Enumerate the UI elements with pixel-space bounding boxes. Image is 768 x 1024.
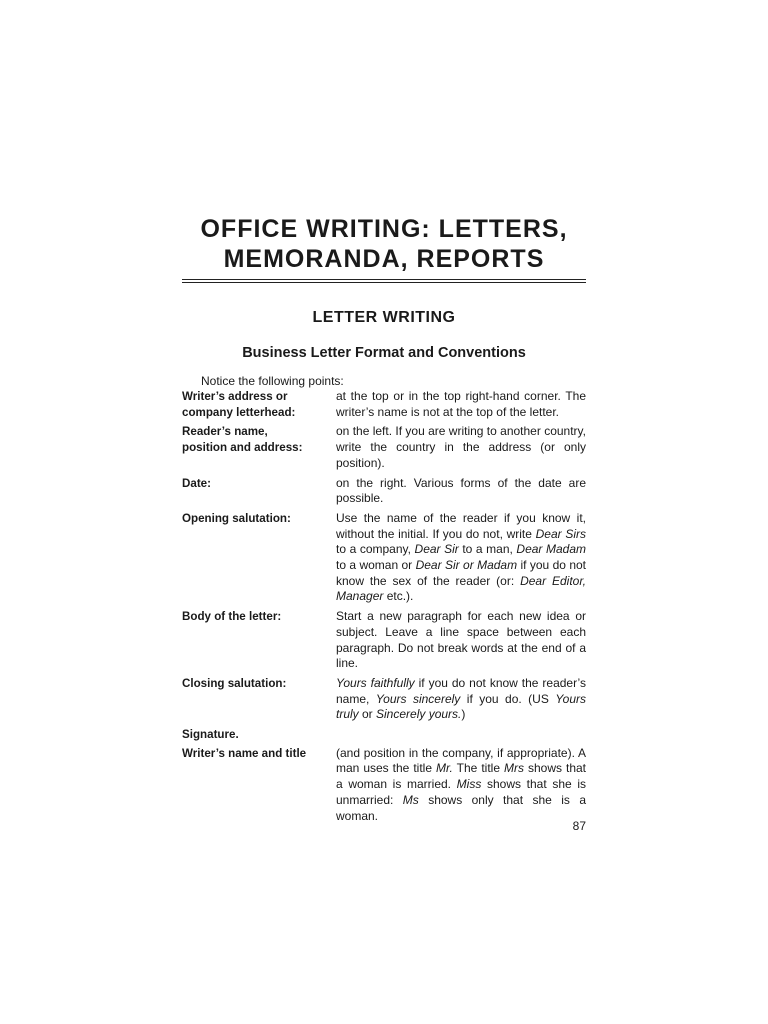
chapter-title-line2: MEMORANDA, REPORTS xyxy=(223,245,545,273)
text-run: shows that a woman is married. xyxy=(336,761,587,792)
italic-text: Dear Sir or Madam xyxy=(415,558,518,573)
italic-text: Mr. xyxy=(436,761,453,776)
point-term-line: Reader’s name, xyxy=(182,425,268,439)
point-term-line: company letterhead: xyxy=(182,405,296,419)
point-term xyxy=(182,727,336,743)
text-run: The title xyxy=(452,761,504,776)
point-description xyxy=(336,389,586,420)
point-row xyxy=(182,511,586,605)
intro-text: Notice the following points: xyxy=(201,374,344,388)
text-run: if you do not know the sex of the reader (or: xyxy=(336,558,586,588)
point-description xyxy=(336,424,586,471)
italic-text: Ms xyxy=(402,792,419,807)
italic-text: Miss xyxy=(456,777,482,792)
text-run: shows only that she is a woman. xyxy=(336,792,586,823)
point-description xyxy=(336,511,586,605)
text-run: Start a new paragraph for each new idea or subject. Leave a line space between each paragraph. Do not break words at the end of a line. xyxy=(336,609,586,671)
chapter-title-line1: OFFICE WRITING: LETTERS, xyxy=(200,215,568,243)
text-run: to a woman or xyxy=(336,558,416,573)
point-term-line: Closing salutation: xyxy=(182,676,287,690)
subsection-title: Business Letter Format and Conventions xyxy=(242,345,526,361)
text-run: shows that she is unmarried: xyxy=(336,777,586,807)
point-term xyxy=(182,511,336,605)
text-run: or xyxy=(358,707,377,722)
point-row xyxy=(182,727,586,743)
point-term-line: Opening salutation: xyxy=(182,511,291,525)
point-term xyxy=(182,389,336,420)
point-description xyxy=(336,676,586,723)
text-run: if you do. (US xyxy=(460,691,556,706)
point-term-line: Writer’s address or xyxy=(182,390,288,403)
section-title: LETTER WRITING xyxy=(312,309,456,326)
point-row xyxy=(182,389,586,420)
italic-text: Dear Sir xyxy=(414,542,459,557)
italic-text: Yours sincerely xyxy=(375,691,461,706)
italic-text: Yours truly xyxy=(336,691,586,722)
text-run: etc.). xyxy=(383,589,414,604)
text-run: on the left. If you are writing to another country, write the country in the address (or only position). xyxy=(336,424,586,470)
text-run: at the top or in the top right-hand corner. The writer’s name is not at the top of the letter. xyxy=(336,389,586,419)
page-number: 87 xyxy=(572,819,586,833)
chapter-title xyxy=(182,214,586,274)
italic-text: Sincerely yours. xyxy=(376,707,462,722)
point-term-line: Body of the letter: xyxy=(182,610,282,624)
point-row xyxy=(182,746,586,825)
text-run: (and position in the company, if appropriate). A man uses the title xyxy=(336,745,586,776)
point-term-line: Writer’s name and title xyxy=(182,746,307,760)
text-run: to a company, xyxy=(336,542,415,557)
point-row xyxy=(182,676,586,723)
point-row xyxy=(182,609,586,672)
point-term xyxy=(182,676,336,723)
book-page xyxy=(182,0,586,1024)
point-term xyxy=(182,609,336,672)
point-term xyxy=(182,424,336,471)
text-run: Use the name of the reader if you know it, without the initial. If you do not, write xyxy=(336,510,586,541)
text-run: to a man, xyxy=(458,542,517,557)
point-term xyxy=(182,746,336,825)
text-run: on the right. Various forms of the date are possible. xyxy=(336,475,586,506)
point-term xyxy=(182,476,336,507)
point-description xyxy=(336,727,586,743)
point-row xyxy=(182,424,586,471)
point-term-line: position and address: xyxy=(182,441,303,455)
italic-text: Yours faithfully xyxy=(336,675,415,690)
points-list xyxy=(182,389,586,828)
point-term-line: Signature. xyxy=(182,728,239,742)
point-row xyxy=(182,476,586,507)
text-run: if you do not know the reader’s name, xyxy=(336,675,586,706)
double-rule-divider xyxy=(182,279,586,283)
point-description xyxy=(336,476,586,507)
point-description xyxy=(336,746,586,825)
italic-text: Dear Madam xyxy=(516,542,587,557)
italic-text: Mrs xyxy=(504,761,524,776)
italic-text: Dear Editor, Manager xyxy=(336,573,586,604)
italic-text: Dear Sirs xyxy=(535,526,586,541)
point-description xyxy=(336,609,586,672)
point-term-line: Date: xyxy=(182,476,211,490)
text-run: ) xyxy=(461,707,466,722)
